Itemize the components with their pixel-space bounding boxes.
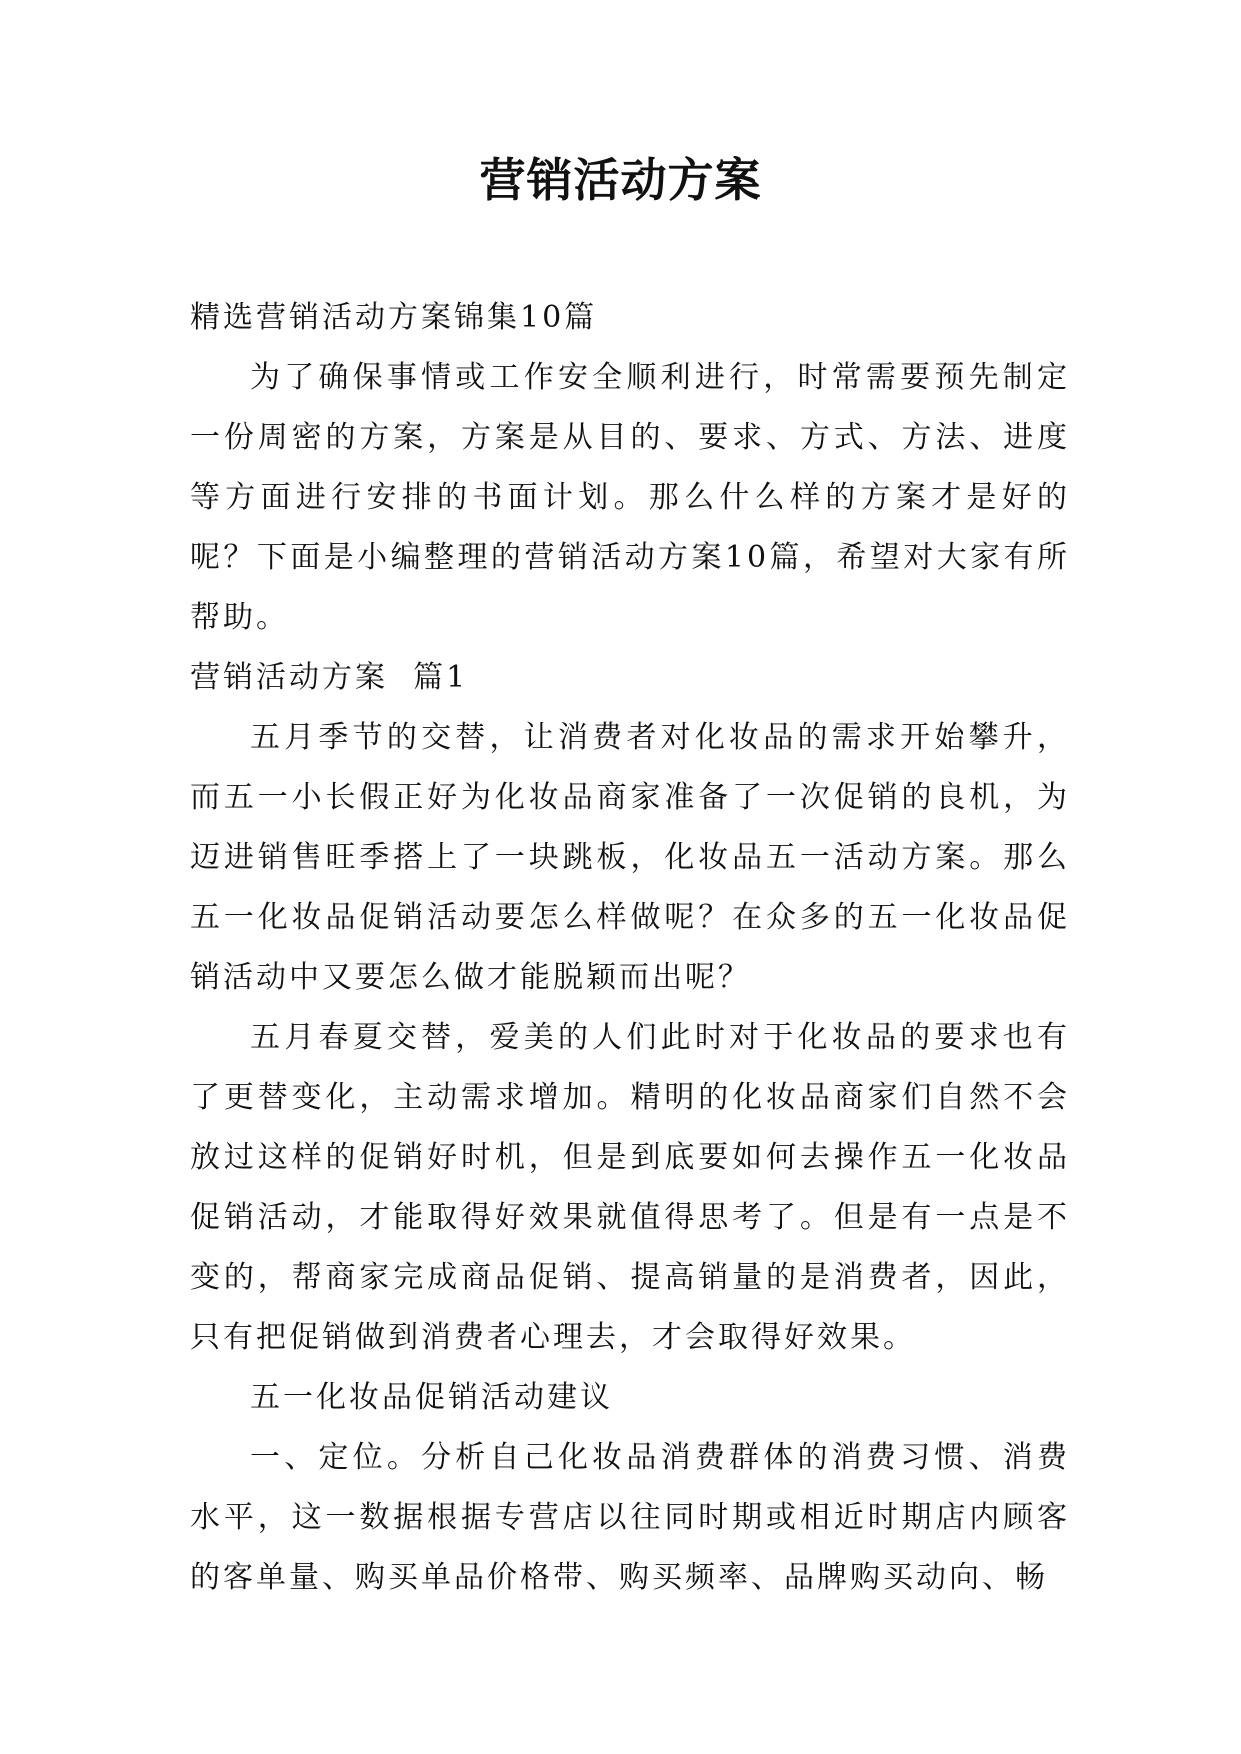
document-subtitle: 精选营销活动方案锦集10篇 (190, 300, 598, 335)
intro-paragraph: 为了确保事情或工作安全顺利进行，时常需要预先制定一份周密的方案，方案是从目的、要求、方式、方法、进度等方面进行安排的书面计划。那么什么样的方案才是好的呢？下面是小编整理的营销活动方案10篇，希望对大家有所帮助。 (190, 360, 1070, 635)
body-paragraph: 五月季节的交替，让消费者对化妆品的需求开始攀升，而五一小长假正好为化妆品商家准备了一次促销的良机，为迈进销售旺季搭上了一块跳板，化妆品五一活动方案。那么五一化妆品促销活动要怎么样做呢？在众多的五一化妆品促销活动中又要怎么做才能脱颖而出呢？ (190, 720, 1070, 995)
section-heading: 营销活动方案 篇1 (190, 660, 469, 695)
body-paragraph: 一、定位。分析自己化妆品消费群体的消费习惯、消费水平，这一数据根据专营店以往同时期或相近时期店内顾客的客单量、购买单品价格带、购买频率、品牌购买动向、畅 (190, 1440, 1070, 1595)
body-paragraph: 五月春夏交替，爱美的人们此时对于化妆品的要求也有了更替变化，主动需求增加。精明的化妆品商家们自然不会放过这样的促销好时机，但是到底要如何去操作五一化妆品促销活动，才能取得好效果就值得思考了。但是有一点是不变的，帮商家完成商品促销、提高销量的是消费者，因此，只有把促销做到消费者心理去，才会取得好效果。 (190, 1020, 1070, 1355)
body-subheading: 五一化妆品促销活动建议 (250, 1380, 613, 1415)
document-body (190, 288, 1070, 1608)
document-title: 营销活动方案 (479, 153, 762, 207)
